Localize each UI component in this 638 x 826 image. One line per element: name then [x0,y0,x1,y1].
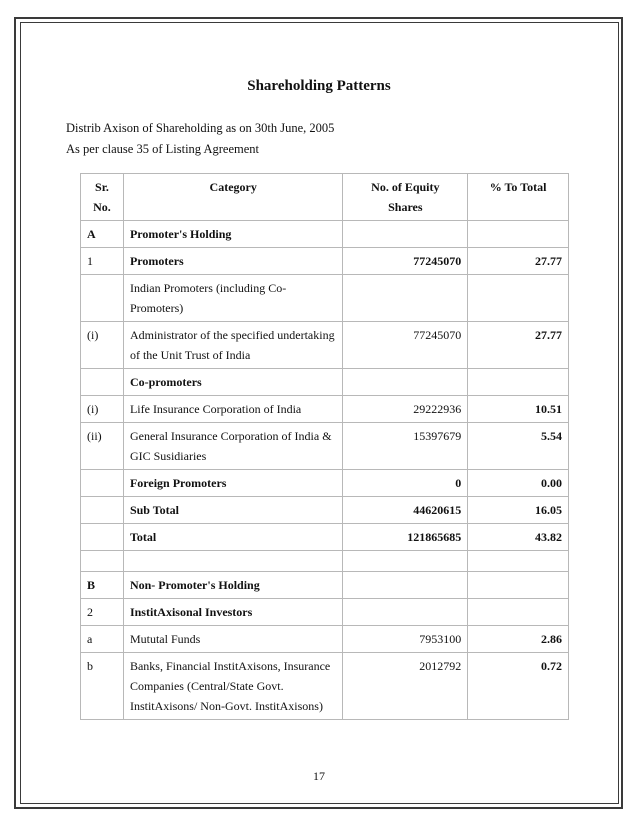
cell-shares [343,551,468,572]
cell-percent [468,599,569,626]
cell-category: Life Insurance Corporation of India [123,396,342,423]
table-row [81,396,569,423]
header-shares-line1: No. of Equity [371,180,440,194]
cell-sr [81,524,124,551]
cell-category: Total [123,524,342,551]
table-row [81,470,569,497]
cell-shares: 29222936 [343,396,468,423]
table-row [81,653,569,720]
cell-sr [81,369,124,396]
cell-category: Mututal Funds [123,626,342,653]
cell-shares: 0 [343,470,468,497]
cell-percent: 5.54 [468,423,569,470]
cell-category: Co-promoters [123,369,342,396]
table-row [81,275,569,322]
table-header-row [81,174,569,221]
page-title: Shareholding Patterns [247,78,391,94]
cell-shares: 2012792 [343,653,468,720]
cell-sr [81,275,124,322]
table-row [81,322,569,369]
table-row [81,599,569,626]
cell-sr: (i) [81,396,124,423]
table-row [81,524,569,551]
cell-sr: B [81,572,124,599]
table-row [81,221,569,248]
header-shares [343,174,468,221]
cell-percent [468,221,569,248]
cell-shares: 121865685 [343,524,468,551]
intro-line-2: As per clause 35 of Listing Agreement [66,142,260,156]
cell-category: Promoters [123,248,342,275]
cell-shares [343,369,468,396]
cell-sr [81,470,124,497]
cell-percent [468,551,569,572]
table-row [81,572,569,599]
cell-sr: b [81,653,124,720]
cell-shares: 7953100 [343,626,468,653]
cell-percent: 0.00 [468,470,569,497]
cell-percent [468,572,569,599]
cell-sr: (i) [81,322,124,369]
header-shares-line2: Shares [388,200,423,214]
header-sr-line2: No. [93,200,111,214]
table-row [81,497,569,524]
cell-category: Administrator of the specified undertaking of the Unit Trust of India [123,322,342,369]
header-category: Category [123,174,342,221]
table-row [81,248,569,275]
page-number: 17 [313,769,325,783]
cell-shares [343,599,468,626]
cell-shares: 77245070 [343,248,468,275]
cell-percent: 43.82 [468,524,569,551]
cell-sr [81,497,124,524]
header-sr-no [81,174,124,221]
cell-category [123,551,342,572]
cell-sr: a [81,626,124,653]
header-percent: % To Total [468,174,569,221]
table-row [81,551,569,572]
cell-shares [343,275,468,322]
cell-category: InstitAxisonal Investors [123,599,342,626]
table-row [81,626,569,653]
cell-shares [343,572,468,599]
cell-shares [343,221,468,248]
cell-shares: 77245070 [343,322,468,369]
cell-shares: 15397679 [343,423,468,470]
intro-line-1: Distrib Axison of Shareholding as on 30th June, 2005 [66,121,335,135]
cell-percent: 2.86 [468,626,569,653]
cell-percent: 10.51 [468,396,569,423]
cell-category: General Insurance Corporation of India & GIC Susidiaries [123,423,342,470]
cell-category: Non- Promoter's Holding [123,572,342,599]
cell-category: Indian Promoters (including Co-Promoters) [123,275,342,322]
cell-sr: (ii) [81,423,124,470]
cell-sr: 2 [81,599,124,626]
table-row [81,369,569,396]
cell-sr: A [81,221,124,248]
cell-percent [468,369,569,396]
table-row [81,423,569,470]
cell-category: Sub Total [123,497,342,524]
cell-sr [81,551,124,572]
cell-shares: 44620615 [343,497,468,524]
cell-percent: 27.77 [468,322,569,369]
shareholding-table [80,173,569,720]
header-sr-line1: Sr. [95,180,109,194]
cell-percent [468,275,569,322]
cell-percent: 16.05 [468,497,569,524]
cell-sr: 1 [81,248,124,275]
cell-category: Banks, Financial InstitAxisons, Insurance Companies (Central/State Govt. InstitAxisons/ Non-Govt. InstitAxisons) [123,653,342,720]
cell-percent: 27.77 [468,248,569,275]
cell-category: Foreign Promoters [123,470,342,497]
cell-percent: 0.72 [468,653,569,720]
cell-category: Promoter's Holding [123,221,342,248]
